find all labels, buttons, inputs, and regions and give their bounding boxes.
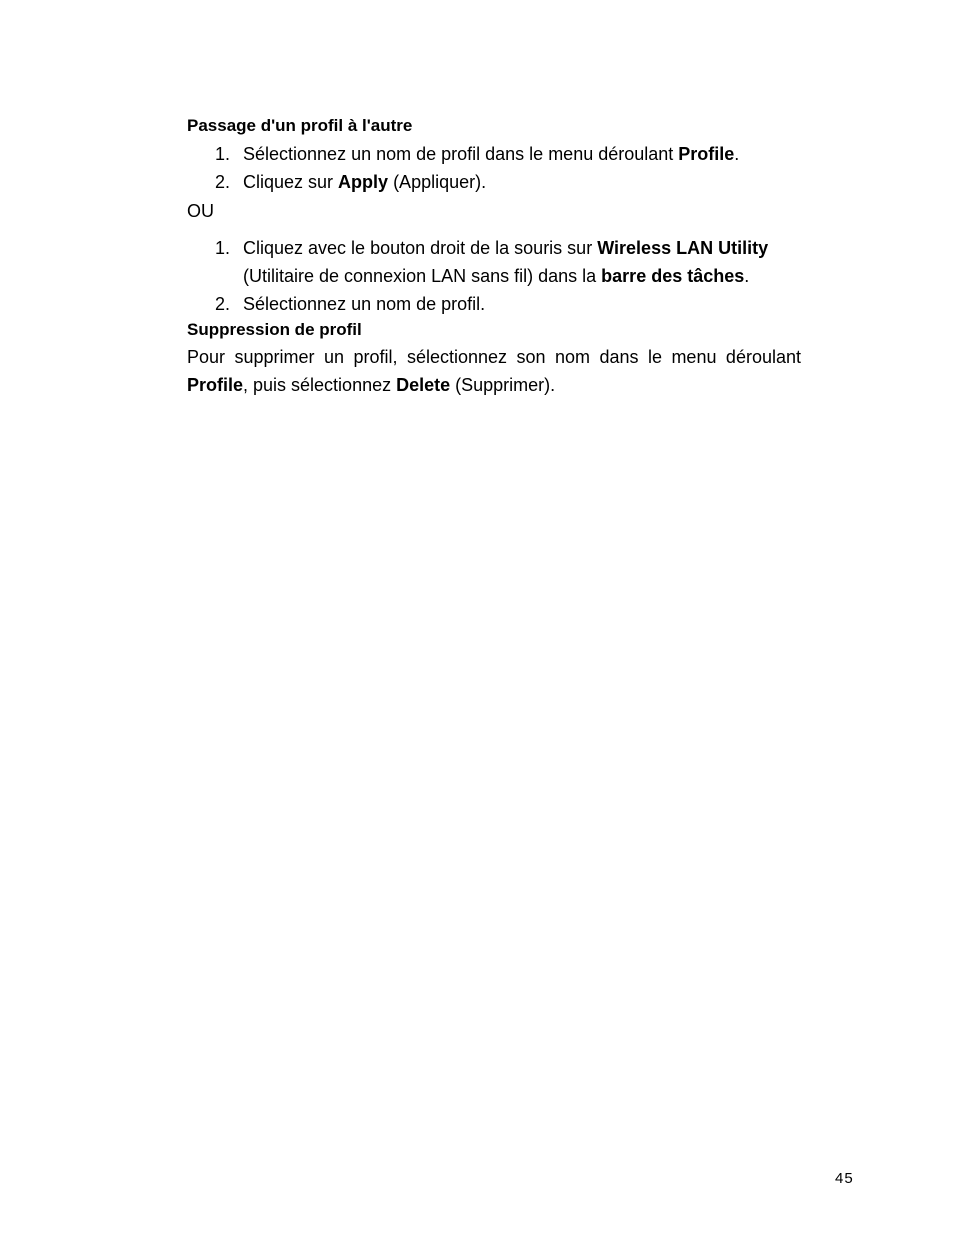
step-number: 2. — [215, 172, 231, 192]
step-text-after: . — [734, 144, 740, 164]
alt-step-number: 1. — [215, 238, 231, 258]
paragraph-after-text: (Supprimer). — [450, 375, 556, 395]
alt-step-line2-bold: barre des tâches — [601, 266, 745, 286]
alt-step-text-line2 — [243, 265, 749, 287]
paragraph-mid-text: , puis sélectionnez — [243, 375, 397, 395]
or-label: OU — [187, 201, 214, 221]
page-number: 45 — [835, 1170, 854, 1187]
alt-step-line2-after: . — [744, 266, 750, 286]
alt-step-line2-plain: (Utilitaire de connexion LAN sans fil) dans la — [243, 266, 602, 286]
step-text-bold: Profile — [678, 144, 735, 164]
paragraph-line-1: Pour supprimer un profil, sélectionnez son nom dans le menu déroulant — [187, 347, 801, 367]
paragraph-bold-delete: Delete — [396, 375, 451, 395]
paragraph-line-2 — [187, 374, 555, 396]
step-text-plain: Sélectionnez un nom de profil dans le menu déroulant — [243, 144, 679, 164]
alt-step-number: 2. — [215, 294, 231, 314]
section-heading-switch-profile: Passage d'un profil à l'autre — [187, 116, 413, 135]
step-text-plain: Cliquez sur — [243, 172, 339, 192]
alt-step-text-plain: Cliquez avec le bouton droit de la souris sur — [243, 238, 598, 258]
step-text-bold: Apply — [338, 172, 389, 192]
alt-step-text-bold: Wireless LAN Utility — [597, 238, 769, 258]
step-text-after: (Appliquer). — [388, 172, 487, 192]
alt-step-text: Sélectionnez un nom de profil. — [243, 294, 486, 314]
paragraph-bold-profile: Profile — [187, 375, 244, 395]
section-heading-delete-profile: Suppression de profil — [187, 320, 362, 339]
alt-step-text — [243, 237, 768, 259]
step-text — [243, 143, 739, 165]
step-number: 1. — [215, 144, 231, 164]
step-text — [243, 171, 486, 193]
